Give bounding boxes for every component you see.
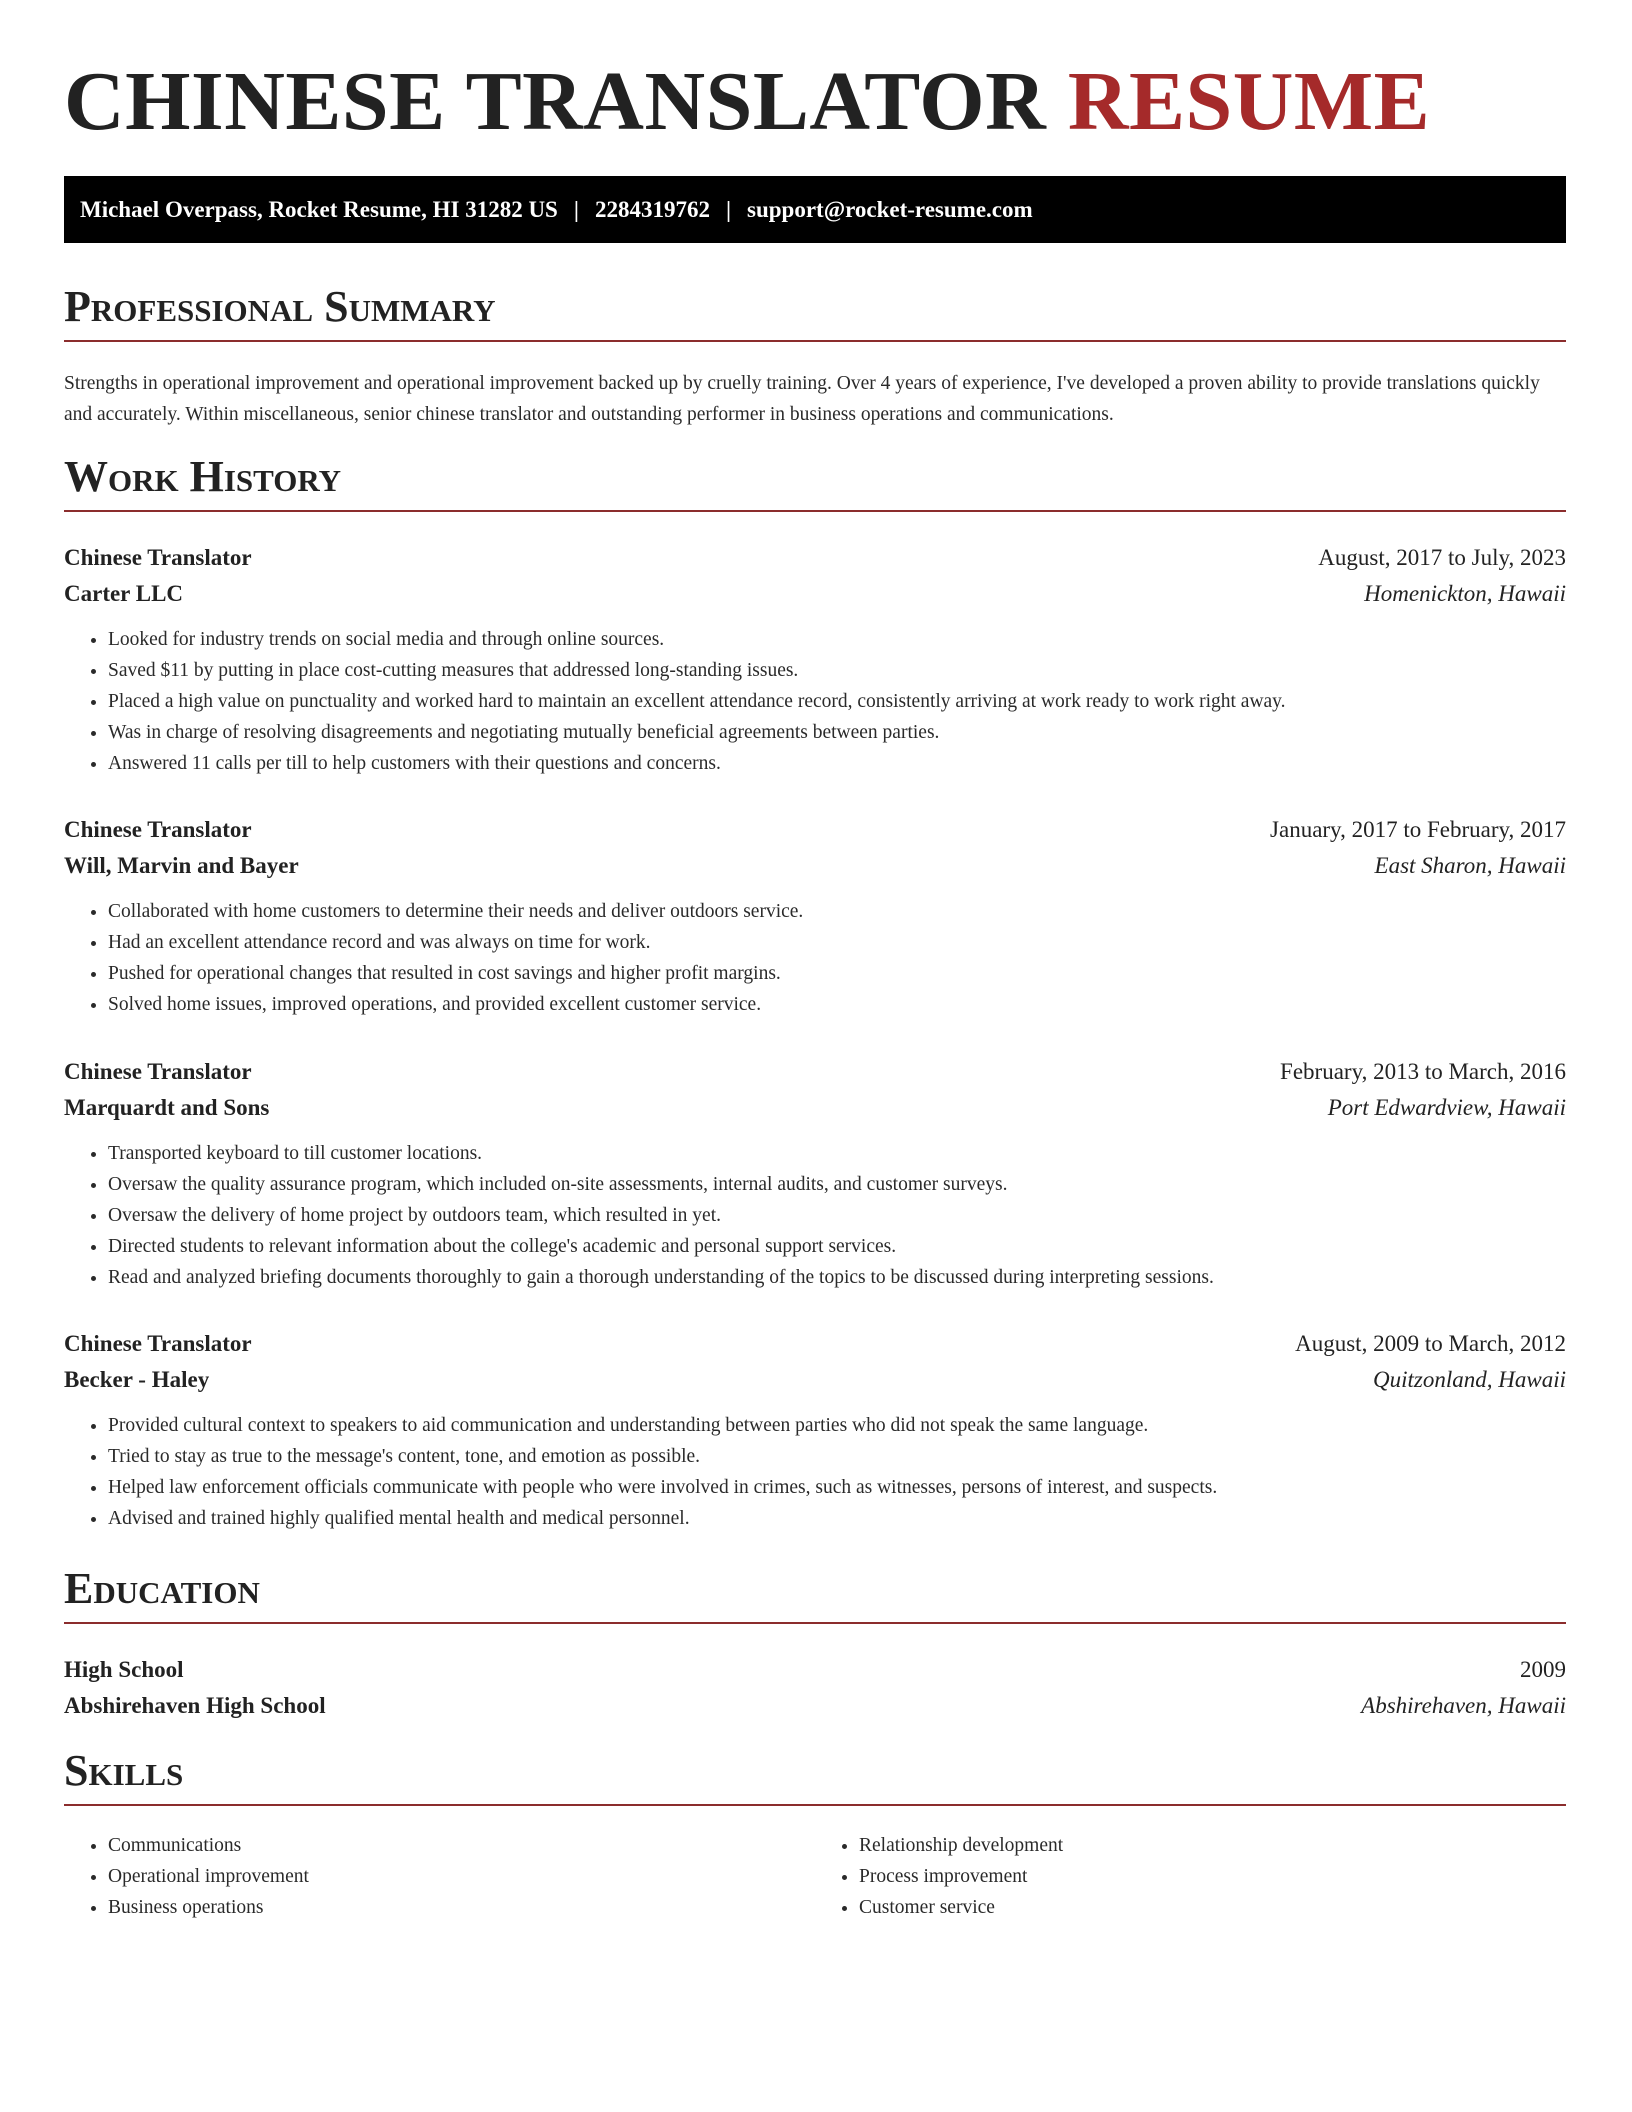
- job-dates: January, 2017 to February, 2017: [1270, 817, 1566, 842]
- list-item: • Placed a high value on punctuality and worked hard to maintain an excellent attendance record, consistently arriving at work ready to work right away.: [108, 686, 1566, 717]
- contact-phone[interactable]: 2284319762: [594, 196, 710, 222]
- list-item: • Oversaw the delivery of home project by outdoors team, which resulted in yet.: [108, 1200, 1566, 1231]
- job-company: Carter LLC: [64, 581, 184, 606]
- job-title: Chinese Translator: [64, 545, 252, 570]
- list-item: • Answered 11 calls per till to help customers with their questions and concerns.: [108, 748, 1566, 779]
- summary-text: Strengths in operational improvement and operational improvement backed up by cruelly training. Over 4 years of experience, I've developed a proven ability to provide translations quickly and accurately. Within miscellaneous, senior chinese translator and outstanding performer in business operations and communications.: [64, 373, 1540, 425]
- list-item: • Helped law enforcement officials communicate with people who were involved in crimes, such as witnesses, persons of interest, and suspects.: [108, 1472, 1566, 1503]
- list-item: • Had an excellent attendance record and was always on time for work.: [108, 927, 1566, 958]
- list-item: • Pushed for operational changes that resulted in cost savings and higher profit margins.: [108, 958, 1566, 989]
- job-bullets: [64, 1138, 1566, 1293]
- list-item: • Oversaw the quality assurance program, which included on-site assessments, internal audits, and customer surveys.: [108, 1169, 1566, 1200]
- contact-bar: [64, 176, 1566, 243]
- title-accent: RESUME: [1067, 55, 1431, 148]
- job-title: Chinese Translator: [64, 1331, 252, 1356]
- skill-item: • Relationship development: [859, 1830, 1566, 1861]
- job-location: Quitzonland, Hawaii: [1373, 1367, 1566, 1392]
- list-item: • Transported keyboard to till customer locations.: [108, 1138, 1566, 1169]
- job-entry: [64, 812, 1566, 1020]
- list-item: • Was in charge of resolving disagreements and negotiating mutually beneficial agreements between parties.: [108, 717, 1566, 748]
- job-location: East Sharon, Hawaii: [1374, 853, 1566, 878]
- skills-list: [64, 1830, 1566, 1923]
- contact-separator: |: [573, 196, 579, 222]
- title-main: CHINESE TRANSLATOR: [64, 55, 1047, 148]
- job-company: Will, Marvin and Bayer: [64, 853, 299, 878]
- job-company: Marquardt and Sons: [64, 1095, 270, 1120]
- skill-item: • Communications: [108, 1830, 815, 1861]
- list-item: • Saved $11 by putting in place cost-cutting measures that addressed long-standing issues.: [108, 655, 1566, 686]
- skill-item: • Operational improvement: [108, 1861, 815, 1892]
- job-entry: [64, 540, 1566, 779]
- job-dates: August, 2009 to March, 2012: [1295, 1331, 1566, 1356]
- resume-title: [64, 0, 1566, 148]
- list-item: • Provided cultural context to speakers to aid communication and understanding between parties who did not speak the same language.: [108, 1410, 1566, 1441]
- job-entry: [64, 1326, 1566, 1534]
- skills-column-left: [64, 1830, 815, 1923]
- job-title: Chinese Translator: [64, 817, 252, 842]
- section-heading-summary: Professional Summary: [64, 282, 1566, 342]
- education-year: 2009: [1520, 1657, 1566, 1682]
- education-location: Abshirehaven, Hawaii: [1361, 1693, 1566, 1718]
- job-bullets: [64, 896, 1566, 1020]
- job-location: Homenickton, Hawaii: [1364, 581, 1566, 606]
- list-item: • Advised and trained highly qualified mental health and medical personnel.: [108, 1503, 1566, 1534]
- list-item: • Tried to stay as true to the message's content, tone, and emotion as possible.: [108, 1441, 1566, 1472]
- job-title: Chinese Translator: [64, 1059, 252, 1084]
- skill-item: • Process improvement: [859, 1861, 1566, 1892]
- job-company: Becker - Haley: [64, 1367, 210, 1392]
- job-location: Port Edwardview, Hawaii: [1327, 1095, 1566, 1120]
- list-item: • Collaborated with home customers to determine their needs and deliver outdoors service.: [108, 896, 1566, 927]
- section-heading-work-history: Work History: [64, 452, 1566, 512]
- resume-page: [64, 0, 1566, 1918]
- list-item: • Looked for industry trends on social media and through online sources.: [108, 624, 1566, 655]
- job-entry: [64, 1054, 1566, 1293]
- job-dates: August, 2017 to July, 2023: [1318, 545, 1566, 570]
- list-item: • Read and analyzed briefing documents thoroughly to gain a thorough understanding of the topics to be discussed during interpreting sessions.: [108, 1262, 1566, 1293]
- skill-item: • Customer service: [859, 1892, 1566, 1923]
- education-entry: [64, 1652, 1566, 1724]
- job-bullets: [64, 624, 1566, 779]
- list-item: • Directed students to relevant information about the college's academic and personal support services.: [108, 1231, 1566, 1262]
- skills-column-right: [815, 1830, 1566, 1923]
- contact-separator: |: [725, 196, 732, 222]
- education-degree: High School: [64, 1657, 184, 1682]
- education-school: Abshirehaven High School: [64, 1693, 326, 1718]
- job-bullets: [64, 1410, 1566, 1534]
- list-item: • Solved home issues, improved operations, and provided excellent customer service.: [108, 989, 1566, 1020]
- section-heading-skills: Skills: [64, 1746, 1566, 1806]
- job-dates: February, 2013 to March, 2016: [1280, 1059, 1566, 1084]
- section-heading-education: Education: [64, 1564, 1566, 1624]
- contact-email[interactable]: support@rocket-resume.com: [747, 196, 1033, 222]
- contact-address: Michael Overpass, Rocket Resume, HI 31282 US: [80, 196, 558, 222]
- skill-item: • Business operations: [108, 1892, 815, 1923]
